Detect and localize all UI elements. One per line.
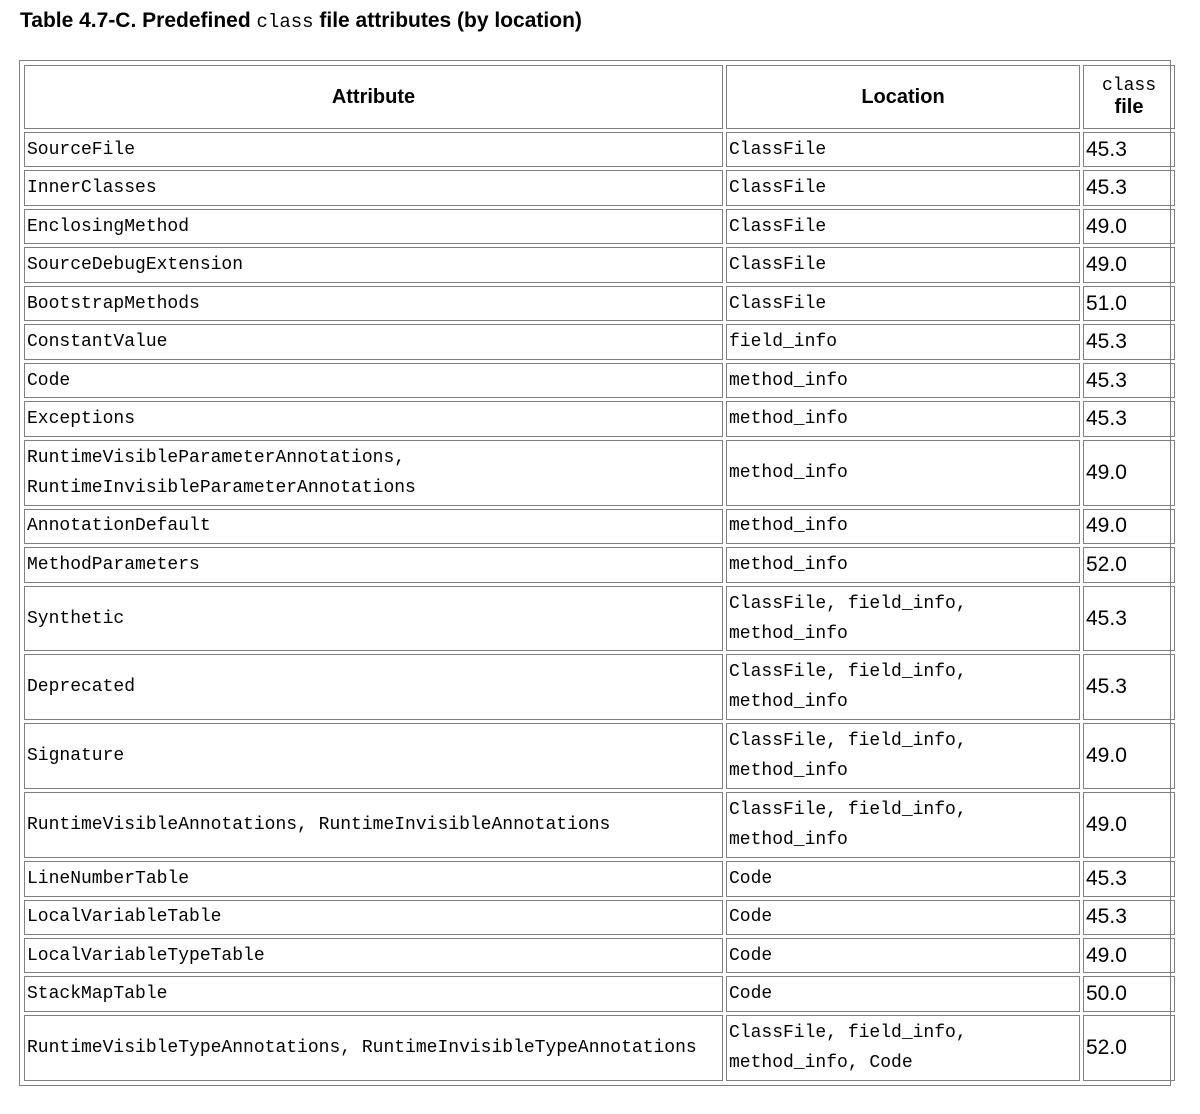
cell-attribute: LocalVariableTable <box>24 900 723 935</box>
attributes-table <box>21 62 1178 1084</box>
table-row <box>24 938 1175 973</box>
cell-version: 49.0 <box>1083 938 1175 973</box>
table-row <box>24 440 1175 506</box>
cell-location: Code <box>726 938 1080 973</box>
table-row <box>24 401 1175 436</box>
cell-version: 49.0 <box>1083 723 1175 789</box>
cell-location: method_info <box>726 547 1080 582</box>
cell-version: 45.3 <box>1083 586 1175 652</box>
cell-location: ClassFile, field_info, method_info <box>726 654 1080 720</box>
table-header-row <box>24 65 1175 129</box>
cell-location: ClassFile <box>726 286 1080 321</box>
cell-attribute: SourceFile <box>24 132 723 167</box>
table-row <box>24 363 1175 398</box>
table-row <box>24 547 1175 582</box>
title-suffix: file attributes (by location) <box>313 9 582 32</box>
cell-location: ClassFile, field_info, method_info <box>726 723 1080 789</box>
cell-attribute: EnclosingMethod <box>24 209 723 244</box>
cell-location: Code <box>726 976 1080 1011</box>
cell-version: 51.0 <box>1083 286 1175 321</box>
cell-version: 49.0 <box>1083 247 1175 282</box>
table-row <box>24 509 1175 544</box>
cell-location: ClassFile, field_info, method_info <box>726 586 1080 652</box>
cell-location: Code <box>726 900 1080 935</box>
table-row <box>24 792 1175 858</box>
cell-location: method_info <box>726 440 1080 506</box>
table-row <box>24 900 1175 935</box>
cell-attribute: MethodParameters <box>24 547 723 582</box>
cell-version: 49.0 <box>1083 440 1175 506</box>
cell-location: method_info <box>726 509 1080 544</box>
cell-attribute: RuntimeVisibleParameterAnnotations, RuntimeInvisibleParameterAnnotations <box>24 440 723 506</box>
cell-attribute: AnnotationDefault <box>24 509 723 544</box>
cell-attribute: StackMapTable <box>24 976 723 1011</box>
cell-location: Code <box>726 861 1080 896</box>
cell-location: ClassFile <box>726 170 1080 205</box>
header-location: Location <box>726 65 1080 129</box>
cell-version: 45.3 <box>1083 132 1175 167</box>
cell-attribute: RuntimeVisibleAnnotations, RuntimeInvisibleAnnotations <box>24 792 723 858</box>
header-class-file <box>1083 65 1175 129</box>
cell-attribute: LocalVariableTypeTable <box>24 938 723 973</box>
table-row <box>24 723 1175 789</box>
header-class-mono: class <box>1101 75 1156 96</box>
cell-attribute: BootstrapMethods <box>24 286 723 321</box>
cell-version: 50.0 <box>1083 976 1175 1011</box>
table-row <box>24 170 1175 205</box>
cell-version: 45.3 <box>1083 900 1175 935</box>
cell-version: 49.0 <box>1083 792 1175 858</box>
table-row <box>24 247 1175 282</box>
cell-version: 45.3 <box>1083 401 1175 436</box>
cell-version: 45.3 <box>1083 861 1175 896</box>
table-title <box>20 9 582 33</box>
header-file-text: file <box>1114 95 1144 118</box>
cell-location: method_info <box>726 401 1080 436</box>
cell-version: 49.0 <box>1083 209 1175 244</box>
cell-location: ClassFile, field_info, method_info, Code <box>726 1015 1080 1081</box>
cell-version: 45.3 <box>1083 170 1175 205</box>
cell-version: 45.3 <box>1083 324 1175 359</box>
title-mono-class: class <box>256 11 314 33</box>
table-row <box>24 1015 1175 1081</box>
table-row <box>24 132 1175 167</box>
title-prefix: Table 4.7-C. Predefined <box>20 9 257 32</box>
cell-attribute: InnerClasses <box>24 170 723 205</box>
cell-attribute: LineNumberTable <box>24 861 723 896</box>
table-body <box>24 132 1175 1081</box>
table-row <box>24 976 1175 1011</box>
cell-attribute: RuntimeVisibleTypeAnnotations, RuntimeInvisibleTypeAnnotations <box>24 1015 723 1081</box>
cell-attribute: Deprecated <box>24 654 723 720</box>
cell-attribute: ConstantValue <box>24 324 723 359</box>
attributes-table-frame <box>19 60 1171 1086</box>
cell-location: ClassFile, field_info, method_info <box>726 792 1080 858</box>
cell-location: method_info <box>726 363 1080 398</box>
cell-version: 52.0 <box>1083 1015 1175 1081</box>
table-row <box>24 861 1175 896</box>
cell-attribute: Code <box>24 363 723 398</box>
header-attribute: Attribute <box>24 65 723 129</box>
table-row <box>24 586 1175 652</box>
table-row <box>24 654 1175 720</box>
cell-version: 45.3 <box>1083 363 1175 398</box>
cell-version: 52.0 <box>1083 547 1175 582</box>
cell-attribute: Exceptions <box>24 401 723 436</box>
cell-attribute: Signature <box>24 723 723 789</box>
cell-attribute: Synthetic <box>24 586 723 652</box>
cell-location: ClassFile <box>726 132 1080 167</box>
cell-location: ClassFile <box>726 247 1080 282</box>
table-row <box>24 209 1175 244</box>
table-row <box>24 324 1175 359</box>
cell-version: 45.3 <box>1083 654 1175 720</box>
cell-location: ClassFile <box>726 209 1080 244</box>
cell-location: field_info <box>726 324 1080 359</box>
table-row <box>24 286 1175 321</box>
cell-version: 49.0 <box>1083 509 1175 544</box>
cell-attribute: SourceDebugExtension <box>24 247 723 282</box>
